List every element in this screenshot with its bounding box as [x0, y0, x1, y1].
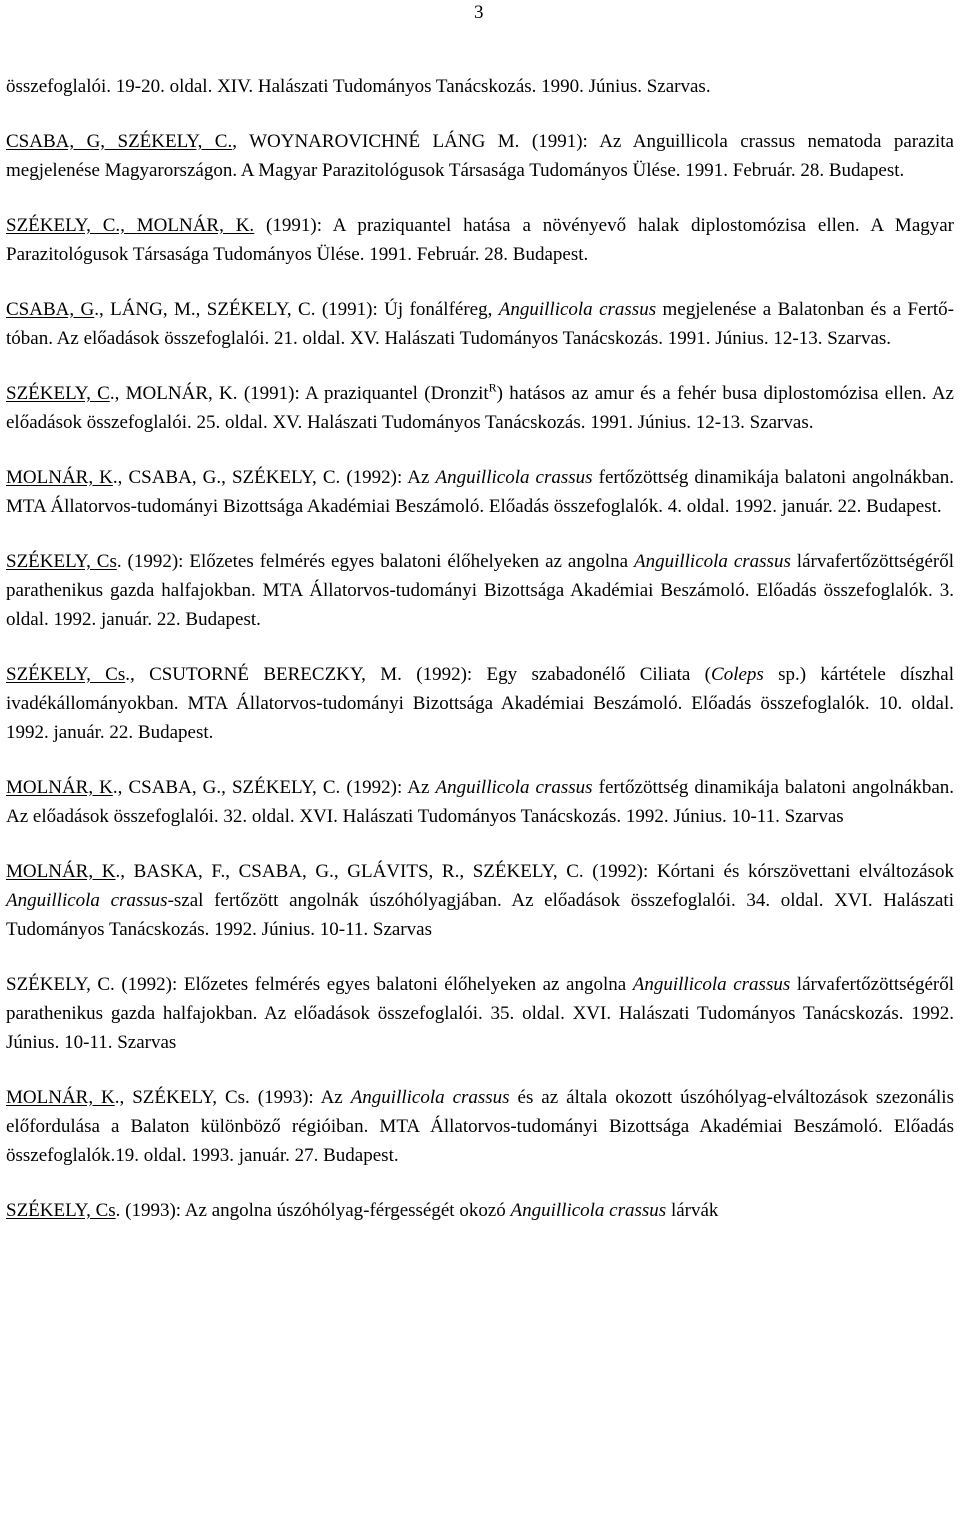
entry-species-name: Anguillicola crassus: [350, 1087, 510, 1108]
entry-author: SZÉKELY, C.,: [6, 215, 137, 236]
entry-author: SZÉKELY, C: [6, 383, 110, 404]
entry-text: . (1993): Az angolna úszóhólyag-férgességét okozó: [115, 1200, 511, 1221]
reference-entry: [6, 1196, 954, 1225]
entry-species-name: Anguillicola crassus: [510, 1200, 667, 1221]
entry-author: SZÉKELY, Cs: [6, 664, 126, 685]
entry-text: lárvafertőzöttségéről parathenikus gazda halfajokban. Az előadások összefoglalói. 35. oldal. XVI. Halászati Tudományos Tanácskozás. 1992. Június. 10-11. Szarvas: [6, 974, 959, 1053]
entry-text: lárvák: [666, 1200, 719, 1221]
reference-entry: [6, 127, 959, 185]
entry-species-name: Coleps: [711, 664, 764, 685]
entry-author: MOLNÁR, K: [6, 1087, 115, 1108]
entry-superscript: R: [488, 380, 497, 395]
entry-text: lárvafertőzöttségéről parathenikus gazda halfajokban. MTA Állatorvos-tudományi Bizottsága Akadémiai Beszámoló. Előadás összefoglalók. 3. oldal. 1992. január. 22. Budapest.: [6, 551, 959, 630]
entry-species-name: Anguillicola crassus: [435, 777, 593, 798]
entry-text: SZÉKELY, C. (1992): Előzetes felmérés egyes balatoni élőhelyeken az angolna: [6, 974, 633, 995]
entry-text: fertőzöttség dinamikája balatoni angolnákban. MTA Állatorvos-tudományi Bizottsága Akadémiai Beszámoló. Előadás összefoglalók. 4. oldal. 1992. január. 22. Budapest.: [6, 467, 959, 517]
entry-text: ., MOLNÁR, K. (1991): A praziquantel (Dronzit: [109, 383, 489, 404]
entry-species-name: Anguillicola crassus: [435, 467, 593, 488]
entry-text: . (1992): Előzetes felmérés egyes balatoni élőhelyeken az angolna: [116, 551, 634, 572]
entry-author: SZÉKELY, Cs: [6, 551, 117, 572]
entry-species-name: Anguillicola crassus: [632, 974, 791, 995]
entry-text: ) hatásos az amur és a fehér busa diplostomózisa ellen. Az előadások összefoglalói. 25. oldal. XV. Halászati Tudományos Tanácskozás. 1991. Június. 12-13. Szarvas.: [6, 383, 959, 433]
reference-entry: [6, 379, 959, 437]
entry-text: ., CSABA, G., SZÉKELY, C. (1992): Az: [112, 777, 436, 798]
entry-author: MOLNÁR, K: [6, 861, 116, 882]
entry-text: ., CSUTORNÉ BERECZKY, M. (1992): Egy szabadonélő Ciliata (: [125, 664, 712, 685]
entry-text: és az általa okozott úszóhólyag-elváltozások szezonális előfordulása a Balaton különböző régióiban. MTA Állatorvos-tudományi Bizottsága Akadémiai Beszámoló. Előadás összefoglalók.19. oldal. 1993. január. 27. Budapest.: [6, 1087, 959, 1166]
entry-text: megjelenése a Balatonban és a Fertő-tóban. Az előadások összefoglalói. 21. oldal. XV. Halászati Tudományos Tanácskozás. 1991. Június. 12-13. Szarvas.: [6, 299, 954, 349]
entry-author: CSABA, G: [6, 299, 95, 320]
entry-text: összefoglalói. 19-20. oldal. XIV. Halászati Tudományos Tanácskozás. 1990. Június. Szarvas.: [6, 76, 711, 97]
reference-entry: [6, 547, 959, 634]
reference-entry: [6, 773, 958, 831]
entry-species-name: Anguillicola crassus: [498, 299, 657, 320]
reference-entry: [6, 857, 959, 944]
entry-text: (1991): A praziquantel hatása a növényevő halak diplostomózisa ellen. A Magyar Parazitológusok Társasága Tudományos Ülése. 1991. Február. 28. Budapest.: [6, 215, 959, 265]
reference-entry: [6, 295, 954, 353]
entry-text: ., LÁNG, M., SZÉKELY, C. (1991): Új fonálféreg,: [94, 299, 499, 320]
entry-text: ., SZÉKELY, Cs. (1993): Az: [114, 1087, 351, 1108]
entry-author: MOLNÁR, K.: [136, 215, 255, 236]
reference-entry: [6, 211, 959, 269]
entry-species-name: Anguillicola crassus: [633, 551, 791, 572]
entry-author: MOLNÁR, K: [6, 777, 113, 798]
reference-entry: [6, 72, 954, 101]
entry-species-name: Anguillicola crassus: [6, 890, 168, 911]
entry-text: fertőzöttség dinamikája balatoni angolnákban. Az előadások összefoglalói. 32. oldal. XVI. Halászati Tudományos Tanácskozás. 1992. Június. 10-11. Szarvas: [6, 777, 958, 827]
entry-text: sp.) kártétele díszhal ivadékállományokban. MTA Állatorvos-tudományi Bizottsága Akadémiai Beszámoló. Előadás összefoglalók. 10. oldal. 1992. január. 22. Budapest.: [6, 664, 959, 743]
entry-text: -szal fertőzött angolnák úszóhólyagjában. Az előadások összefoglalói. 34. oldal. XVI. Halászati Tudományos Tanácskozás. 1992. Június. 10-11. Szarvas: [6, 890, 959, 940]
entry-author: CSABA, G, SZÉKELY, C.: [6, 131, 233, 152]
reference-entry: [6, 970, 959, 1057]
reference-entry: [6, 660, 959, 747]
entry-text: ., BASKA, F., CSABA, G., GLÁVITS, R., SZÉKELY, C. (1992): Kórtani és kórszövettani elváltozások: [115, 861, 959, 882]
reference-entry: [6, 463, 959, 521]
entry-author: MOLNÁR, K: [6, 467, 113, 488]
reference-entry: [6, 1083, 959, 1170]
entry-text: ., CSABA, G., SZÉKELY, C. (1992): Az: [112, 467, 436, 488]
page-number: 3: [474, 2, 484, 23]
entry-author: SZÉKELY, Cs: [6, 1200, 116, 1221]
reference-list: [6, 72, 959, 1251]
entry-text: , WOYNAROVICHNÉ LÁNG M. (1991): Az Anguillicola crassus nematoda parazita megjelenése Magyarországon. A Magyar Parazitológusok Társasága Tudományos Ülése. 1991. Február. 28. Budapest.: [6, 131, 959, 181]
